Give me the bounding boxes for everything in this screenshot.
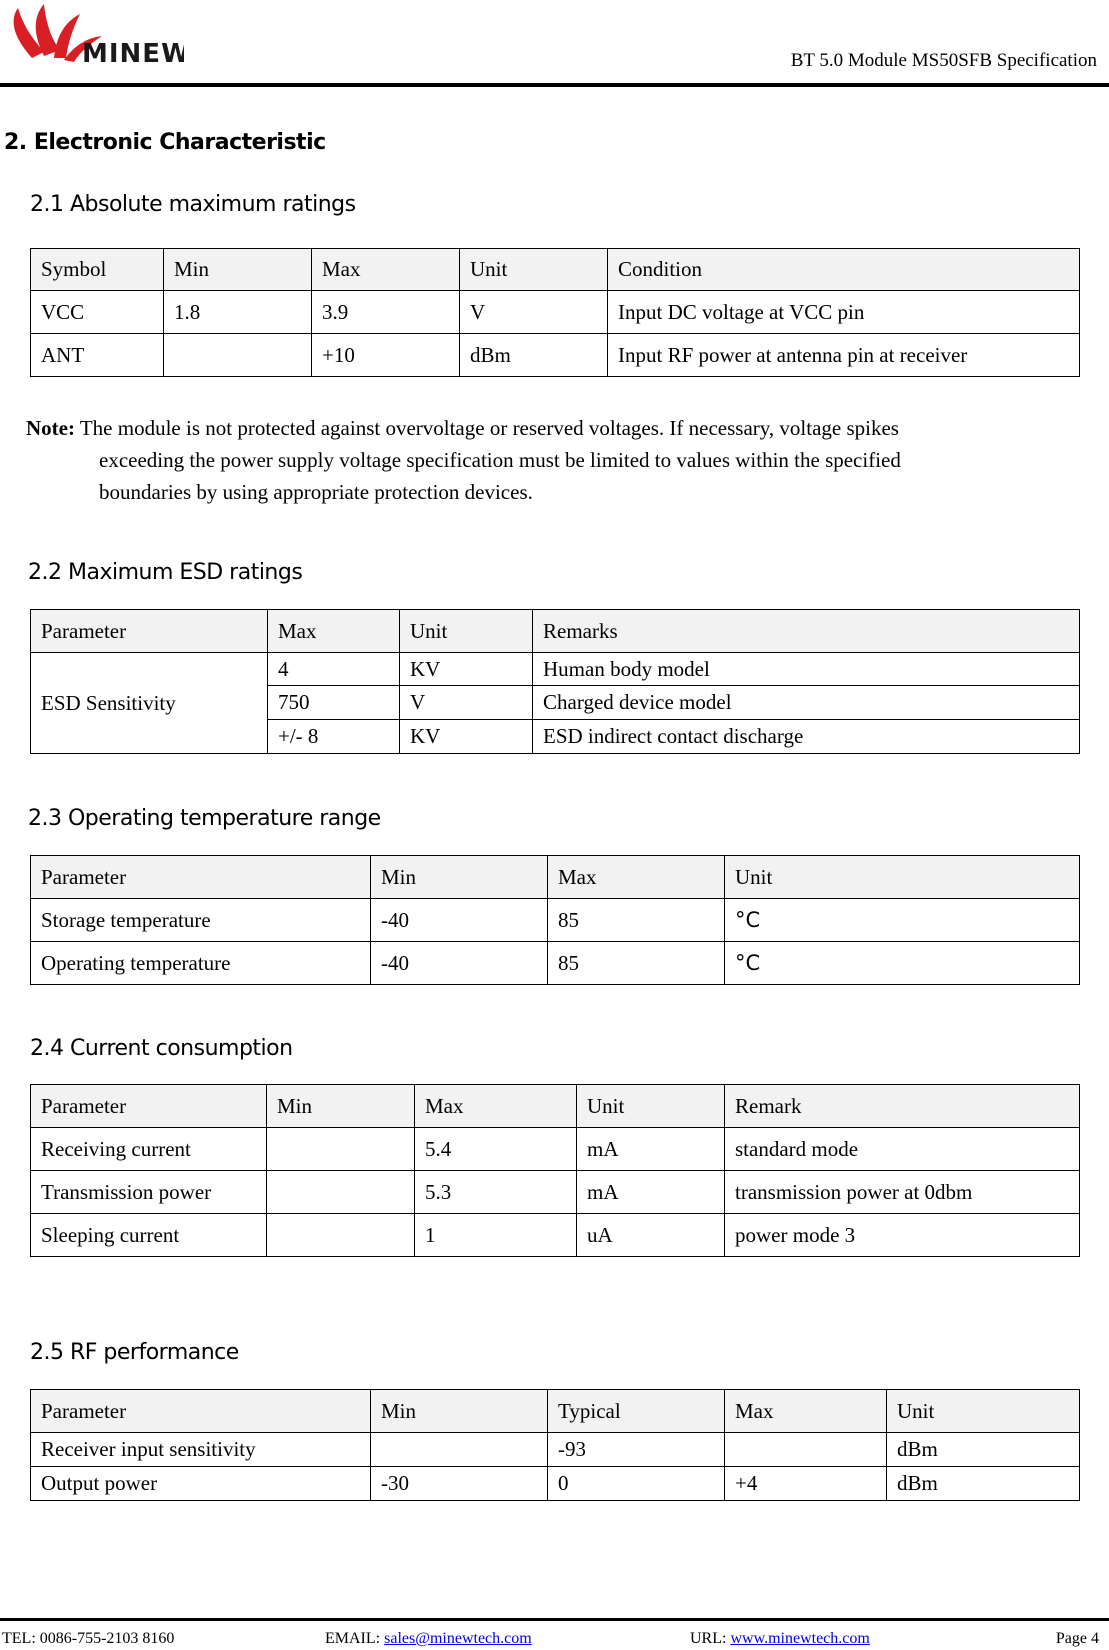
table-cell: ESD indirect contact discharge xyxy=(533,720,1080,754)
header-cell: Max xyxy=(312,249,460,291)
table-cell: Operating temperature xyxy=(31,942,371,985)
table-cell: uA xyxy=(577,1214,725,1257)
table-row xyxy=(31,1128,1080,1171)
table-header-row xyxy=(31,1085,1080,1128)
header-cell: Max xyxy=(725,1390,887,1433)
table-row xyxy=(31,653,1080,686)
website-link[interactable]: www.minewtech.com xyxy=(730,1630,870,1647)
table-cell xyxy=(267,1171,415,1214)
header-cell: Unit xyxy=(577,1085,725,1128)
current-heading: 2.4 Current consumption xyxy=(30,1036,293,1061)
table-cell: KV xyxy=(400,653,533,686)
note-line-3: boundaries by using appropriate protection devices. xyxy=(99,480,533,504)
header-cell: Parameter xyxy=(31,856,371,899)
table-cell: °C xyxy=(725,942,1080,985)
table-cell: -40 xyxy=(371,899,548,942)
header-cell: Parameter xyxy=(31,1390,371,1433)
table-cell: -30 xyxy=(371,1467,548,1501)
header-cell: Max xyxy=(415,1085,577,1128)
table-cell: Sleeping current xyxy=(31,1214,267,1257)
header-cell: Min xyxy=(371,856,548,899)
temp-table xyxy=(30,855,1080,985)
table-cell: 750 xyxy=(268,686,400,720)
table-cell: KV xyxy=(400,720,533,754)
table-cell: Storage temperature xyxy=(31,899,371,942)
table-cell xyxy=(164,334,312,377)
svg-text:MINEW: MINEW xyxy=(82,39,184,69)
table-cell: Transmission power xyxy=(31,1171,267,1214)
table-cell: power mode 3 xyxy=(725,1214,1080,1257)
table-cell: -93 xyxy=(548,1433,725,1467)
abs-max-heading: 2.1 Absolute maximum ratings xyxy=(30,192,356,217)
table-cell: 1 xyxy=(415,1214,577,1257)
current-table xyxy=(30,1084,1080,1257)
table-cell: dBm xyxy=(460,334,608,377)
header-cell: Parameter xyxy=(31,610,268,653)
email-link[interactable]: sales@minewtech.com xyxy=(384,1630,532,1647)
header-cell: Remarks xyxy=(533,610,1080,653)
minew-logo-graphic xyxy=(4,0,184,72)
table-cell: VCC xyxy=(31,291,164,334)
header-cell: Max xyxy=(268,610,400,653)
header-cell: Min xyxy=(371,1390,548,1433)
esd-heading: 2.2 Maximum ESD ratings xyxy=(28,560,303,585)
table-row xyxy=(31,1214,1080,1257)
table-cell: ANT xyxy=(31,334,164,377)
table-cell: Output power xyxy=(31,1467,371,1501)
footer-url xyxy=(690,1630,870,1648)
protection-note xyxy=(26,412,1090,508)
table-cell: Human body model xyxy=(533,653,1080,686)
table-row xyxy=(31,1171,1080,1214)
table-cell: 85 xyxy=(548,942,725,985)
table-cell: 1.8 xyxy=(164,291,312,334)
header-cell: Unit xyxy=(725,856,1080,899)
header-cell: Max xyxy=(548,856,725,899)
table-cell xyxy=(725,1433,887,1467)
table-cell: V xyxy=(460,291,608,334)
table-cell: Receiving current xyxy=(31,1128,267,1171)
header-cell: Parameter xyxy=(31,1085,267,1128)
table-row xyxy=(31,291,1080,334)
table-cell: 85 xyxy=(548,899,725,942)
header-cell: Symbol xyxy=(31,249,164,291)
header-cell: Remark xyxy=(725,1085,1080,1128)
table-cell xyxy=(267,1214,415,1257)
header-cell: Typical xyxy=(548,1390,725,1433)
table-header-row xyxy=(31,249,1080,291)
footer-tel: TEL: 0086-755-2103 8160 xyxy=(2,1630,175,1647)
table-cell: °C xyxy=(725,899,1080,942)
table-row xyxy=(31,899,1080,942)
table-cell: 3.9 xyxy=(312,291,460,334)
table-cell: Receiver input sensitivity xyxy=(31,1433,371,1467)
table-cell: +/- 8 xyxy=(268,720,400,754)
table-cell: ESD Sensitivity xyxy=(31,653,268,754)
footer-email-label: EMAIL: xyxy=(325,1630,385,1647)
table-cell: 5.4 xyxy=(415,1128,577,1171)
section-title: 2. Electronic Characteristic xyxy=(4,130,326,155)
abs-max-table xyxy=(30,248,1080,377)
table-row xyxy=(31,334,1080,377)
table-cell: standard mode xyxy=(725,1128,1080,1171)
minew-logo xyxy=(4,0,184,72)
table-cell: mA xyxy=(577,1171,725,1214)
header-cell: Unit xyxy=(400,610,533,653)
table-cell: Input RF power at antenna pin at receiver xyxy=(608,334,1080,377)
table-cell xyxy=(371,1433,548,1467)
table-cell: transmission power at 0dbm xyxy=(725,1171,1080,1214)
note-line-1: The module is not protected against overvoltage or reserved voltages. If necessary, voltage spikes xyxy=(79,416,899,440)
table-cell: V xyxy=(400,686,533,720)
table-cell: mA xyxy=(577,1128,725,1171)
header-cell: Min xyxy=(267,1085,415,1128)
table-cell: 0 xyxy=(548,1467,725,1501)
table-cell: +10 xyxy=(312,334,460,377)
table-cell xyxy=(267,1128,415,1171)
esd-table xyxy=(30,609,1080,754)
note-label: Note: xyxy=(26,416,75,440)
table-cell: dBm xyxy=(887,1467,1080,1501)
table-cell: -40 xyxy=(371,942,548,985)
footer-divider xyxy=(0,1618,1109,1621)
table-header-row xyxy=(31,610,1080,653)
note-line-2: exceeding the power supply voltage specification must be limited to values within the specified xyxy=(99,448,901,472)
document-title: BT 5.0 Module MS50SFB Specification xyxy=(790,50,1097,71)
table-cell: Charged device model xyxy=(533,686,1080,720)
header-cell: Condition xyxy=(608,249,1080,291)
table-row xyxy=(31,1433,1080,1467)
table-cell: dBm xyxy=(887,1433,1080,1467)
table-row xyxy=(31,1467,1080,1501)
table-header-row xyxy=(31,856,1080,899)
header-cell: Min xyxy=(164,249,312,291)
rf-heading: 2.5 RF performance xyxy=(30,1340,239,1365)
rf-table xyxy=(30,1389,1080,1501)
table-cell: 4 xyxy=(268,653,400,686)
footer-url-label: URL: xyxy=(690,1630,731,1647)
temp-heading: 2.3 Operating temperature range xyxy=(28,806,381,831)
page-number: Page 4 xyxy=(1055,1630,1099,1647)
table-header-row xyxy=(31,1390,1080,1433)
header-cell: Unit xyxy=(460,249,608,291)
header-cell: Unit xyxy=(887,1390,1080,1433)
table-row xyxy=(31,942,1080,985)
table-cell: Input DC voltage at VCC pin xyxy=(608,291,1080,334)
table-cell: 5.3 xyxy=(415,1171,577,1214)
header-divider xyxy=(0,83,1109,87)
footer-email xyxy=(325,1630,532,1648)
table-cell: +4 xyxy=(725,1467,887,1501)
